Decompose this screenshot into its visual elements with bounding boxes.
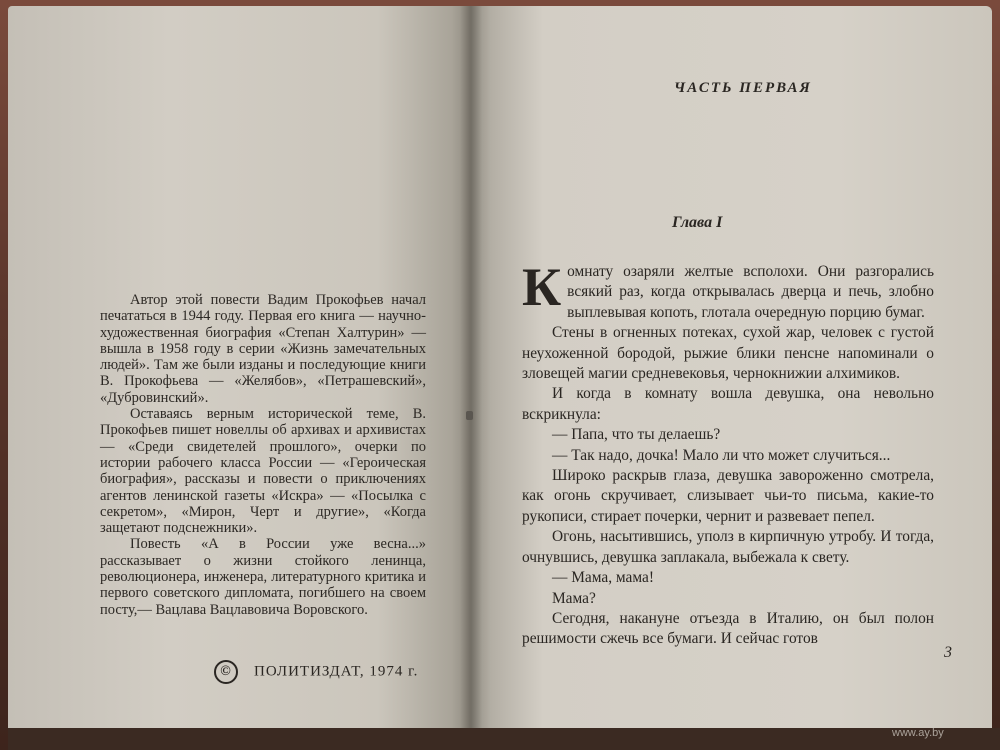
first-paragraph-text: омнату озаряли желтые всполохи. Они разгорались всякий раз, когда открывалась дверца и печь, злобно выплевывая копоть, глотала очередную порцию бумаг. <box>567 263 934 321</box>
text-paragraph: Сегодня, накануне отъезда в Италию, он был полон решимости сжечь все бумаги. И сейчас готов <box>522 609 934 648</box>
watermark: www.ay.by <box>892 727 944 739</box>
chapter-text <box>522 257 934 650</box>
blurb-paragraph: Повесть «А в России уже весна...» рассказывает о жизни стойкого ленинца, революционера, инженера, литературного критика и первого советского дипломата, погибшего на своем посту,— Вацлава Вацлавовича Воровского. <box>100 536 426 618</box>
book-spine <box>460 6 482 750</box>
dialogue-line: — Мама, мама! <box>552 569 654 587</box>
publisher-imprint <box>214 660 418 684</box>
blurb-paragraph: Оставаясь верным исторической теме, В. Прокофьев пишет новеллы об архивах и архивистах — «Среди свидетелей прошлого», очерки по истории рабочего класса России — «Героическая биография», рассказы и повести о приключениях агентов ленинской газеты «Искра» — «Посылка с секретом», «Мирон, Черт и другие», «Когда защетают подснежники». <box>100 406 426 537</box>
page-number: 3 <box>944 644 952 661</box>
chapter-title: Глава I <box>672 214 723 231</box>
text-paragraph: Стены в огненных потеках, сухой жар, человек с густой неухоженной бородой, рыжие блики пенсне напоминали о зловещей магии средневековья, чернокнижии алхимиков. <box>522 324 934 383</box>
binding-pin <box>466 411 473 420</box>
dialogue-line: — Так надо, дочка! Мало ли что может случиться... <box>552 446 891 464</box>
text-paragraph: И когда в комнату вошла девушка, она невольно вскрикнула: <box>522 385 934 423</box>
drop-cap: К <box>522 257 562 317</box>
blurb-paragraph: Автор этой повести Вадим Прокофьев начал печататься в 1944 году. Первая его книга — научно-художественная биография «Степан Халтурин» — вышла в 1958 году в серии «Жизнь замечательных людей». Там же были изданы и последующие книги В. Прокофьева — «Желябов», «Петрашевский», «Дубровинский». <box>100 292 426 406</box>
part-title: ЧАСТЬ ПЕРВАЯ <box>674 80 812 96</box>
imprint-text: ПОЛИТИЗДАТ, 1974 г. <box>254 663 419 680</box>
book-bottom-edge <box>8 728 1000 750</box>
first-paragraph <box>522 257 934 323</box>
text-paragraph: Мама? <box>552 589 596 607</box>
text-paragraph: Огонь, насытившись, уполз в кирпичную утробу. И тогда, очнувшись, девушка заплакала, выбежала к свету. <box>522 528 934 566</box>
dialogue-line: — Папа, что ты делаешь? <box>552 426 721 444</box>
copyright-icon: © <box>214 660 238 684</box>
text-paragraph: Широко раскрыв глаза, девушка завороженно смотрела, как огонь скручивает, слизывает чьи-то письма, какие-то рукописи, стирает почерки, чернит и развевает пепел. <box>522 467 934 525</box>
author-blurb <box>100 292 426 618</box>
